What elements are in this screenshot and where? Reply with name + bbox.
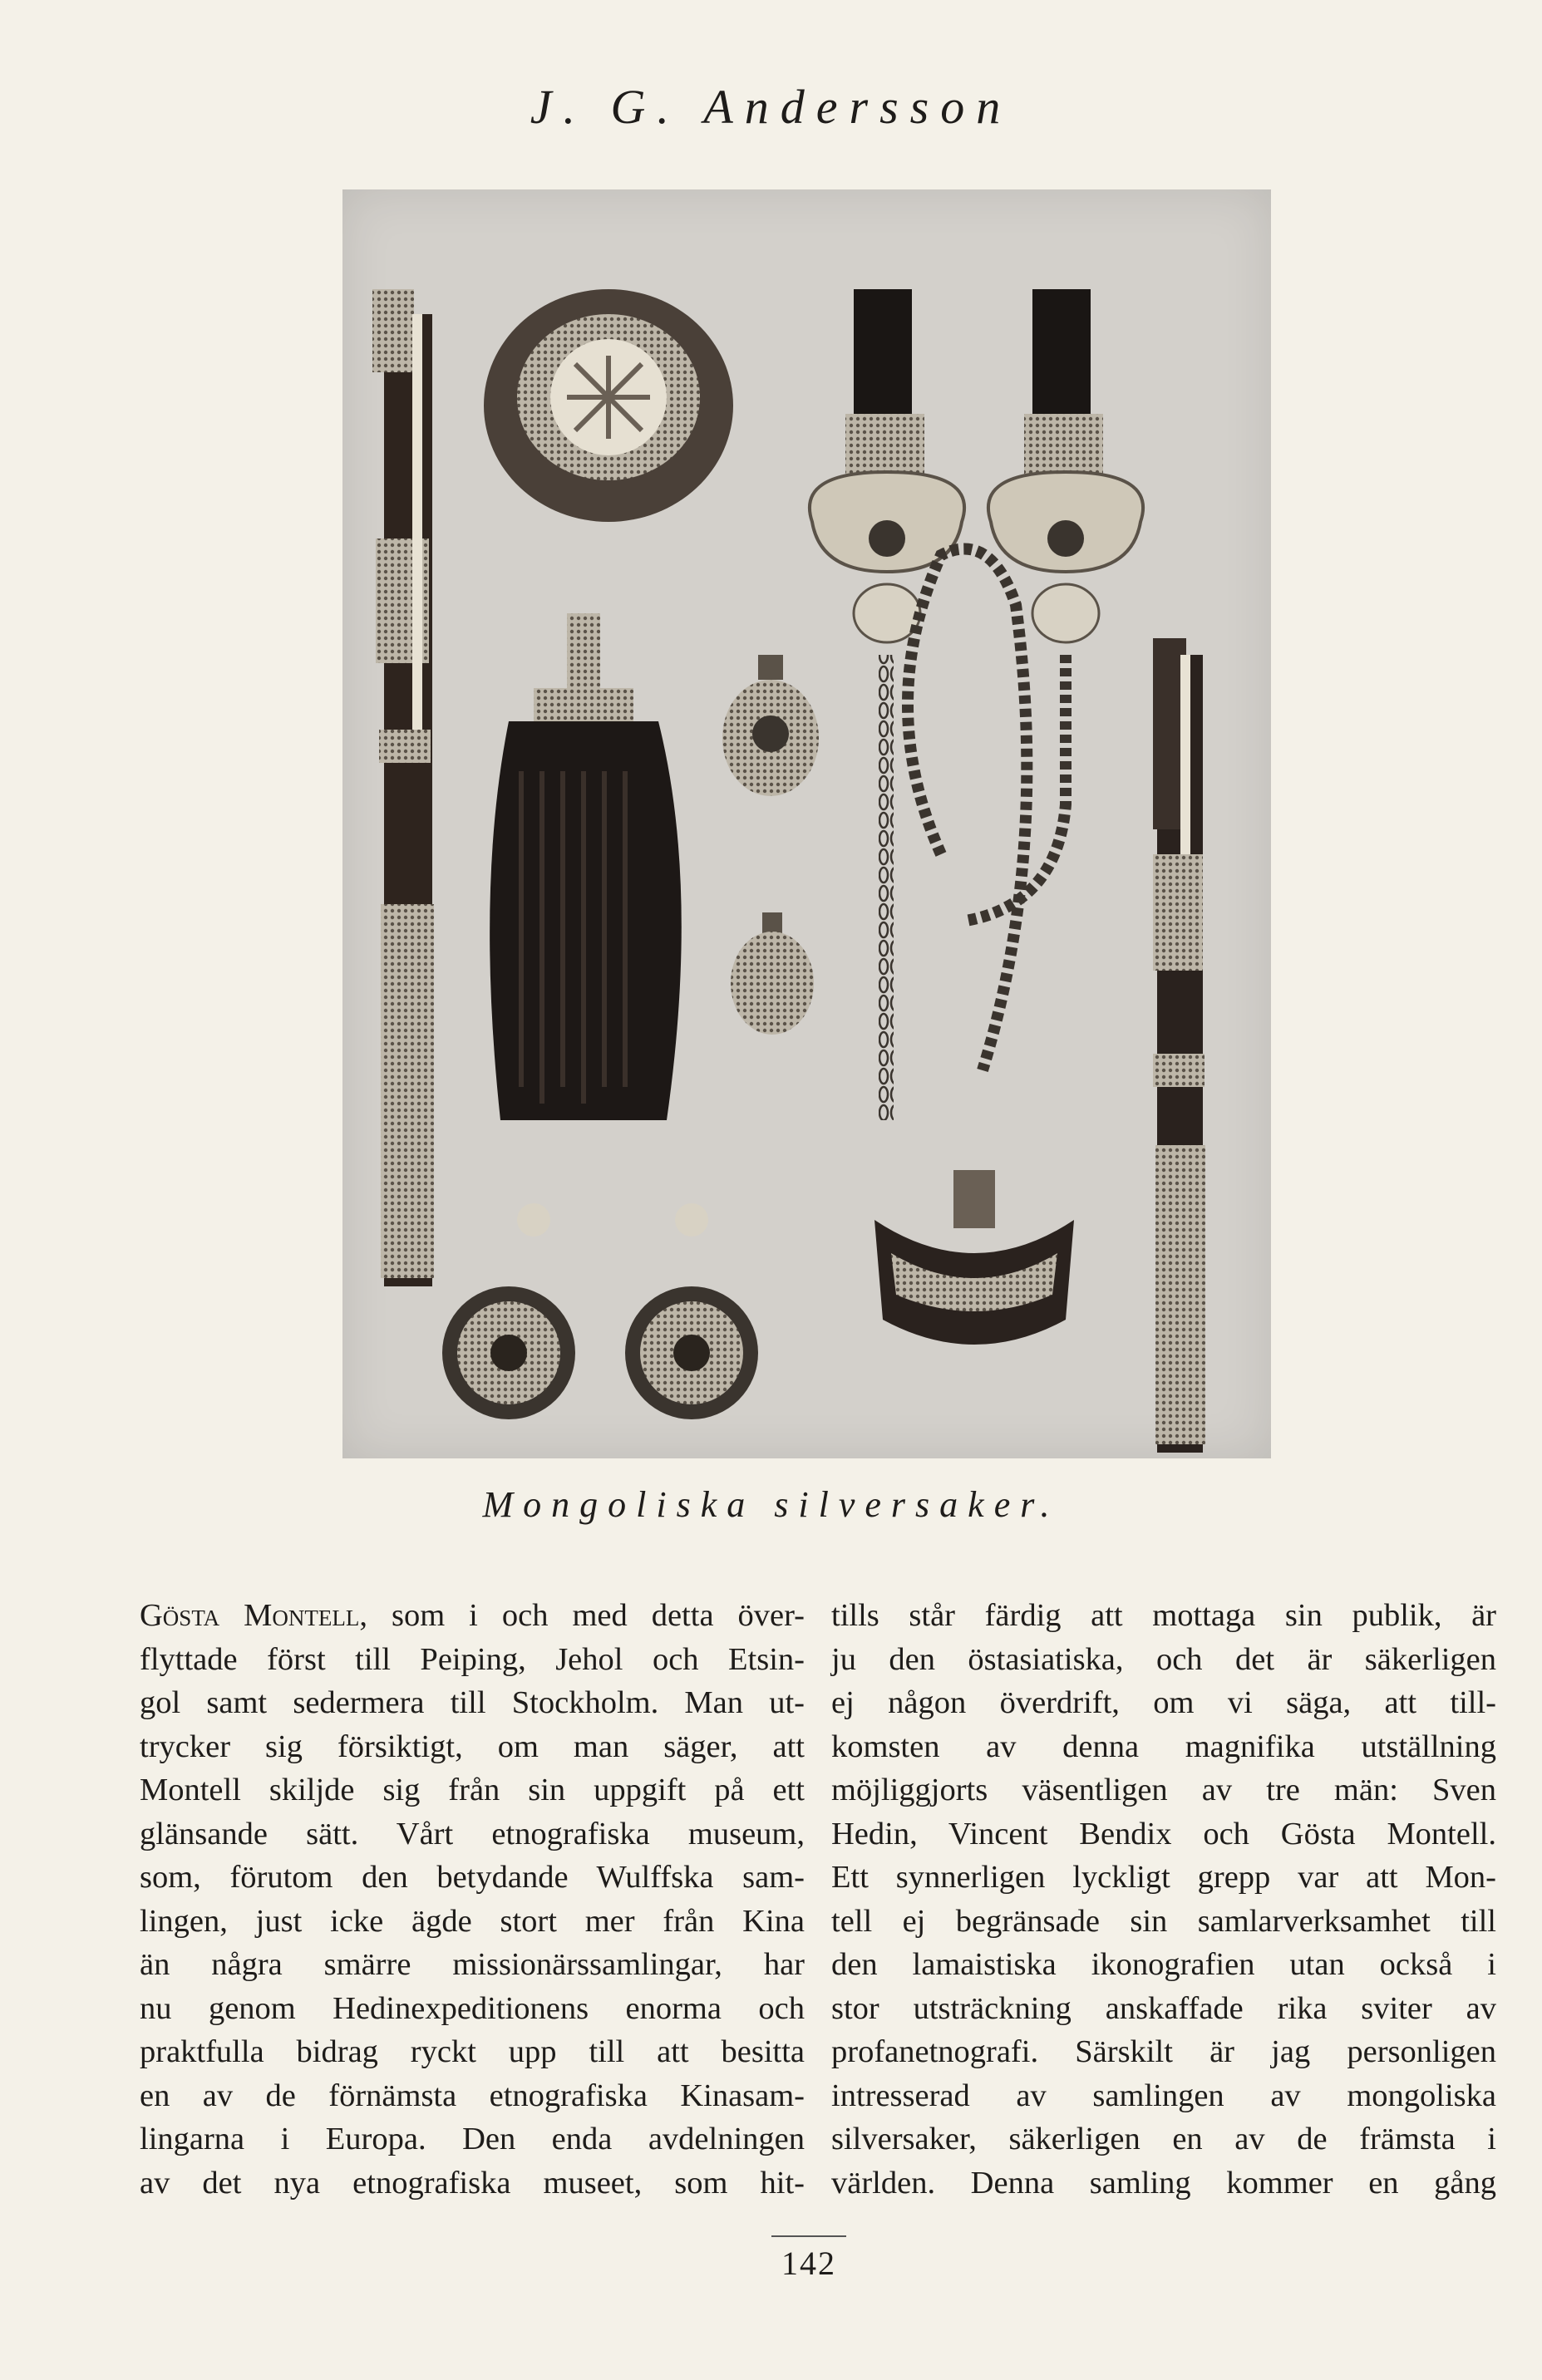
text-line: möjliggjorts väsentligen av tre män: Sven bbox=[831, 1773, 1496, 1807]
silver-objects-photo bbox=[342, 189, 1271, 1458]
folio-rule bbox=[771, 2235, 846, 2237]
belt-hanger-right bbox=[966, 289, 1143, 921]
text-line: världen. Denna samling kommer en gång bbox=[831, 2165, 1496, 2201]
text-line: lingarna i Europa. Den enda avdelningen bbox=[140, 2122, 805, 2156]
text-line: nu genom Hedinexpeditionens enorma och bbox=[140, 1990, 805, 2026]
text-line: flyttade först till Peiping, Jehol och Etsin- bbox=[140, 1641, 805, 1677]
page-number: 142 bbox=[781, 2245, 836, 2282]
text-line: ju den östasiatiska, och det är säkerligen bbox=[831, 1641, 1496, 1677]
text-line: Gösta Montell, som i och med detta över- bbox=[140, 1598, 805, 1633]
text-line: stor utsträckning anskaffade rika sviter av bbox=[831, 1990, 1496, 2026]
text-line: Montell skiljde sig från sin uppgift på ett bbox=[140, 1773, 805, 1807]
snuff-bottle-lower bbox=[731, 912, 814, 1035]
text-line: gol samt sedermera till Stockholm. Man ut- bbox=[140, 1685, 805, 1720]
loop-chain bbox=[908, 549, 1027, 1071]
belt-hanger-left bbox=[810, 289, 964, 1120]
text-line: Ett synnerligen lyckligt grepp var att Mon- bbox=[831, 1860, 1496, 1895]
text-line: trycker sig försiktigt, om man säger, att bbox=[140, 1728, 805, 1764]
pendant-with-tassels bbox=[490, 613, 682, 1120]
plate-caption: Mongoliska silversaker. bbox=[482, 1484, 1060, 1525]
text-line: komsten av denna magnifika utställning bbox=[831, 1728, 1496, 1764]
snuff-bottle-upper bbox=[722, 655, 819, 796]
text-line: ej någon överdrift, om vi säga, att till- bbox=[831, 1685, 1496, 1720]
text-line: som, förutom den betydande Wulffska sam- bbox=[140, 1860, 805, 1895]
text-line: profanetnografi. Särskilt är jag personligen bbox=[831, 2034, 1496, 2069]
text-line: den lamaistiska ikonografien utan också i bbox=[831, 1947, 1496, 1982]
text-line: glänsande sätt. Vårt etnografiska museum, bbox=[140, 1816, 805, 1851]
knife-sheath-right bbox=[1153, 638, 1205, 1453]
running-head: J. G. Andersson bbox=[530, 80, 1012, 134]
right-column bbox=[831, 1594, 1496, 2205]
text-line: en av de förnämsta etnografiska Kinasam- bbox=[140, 2078, 805, 2113]
tinder-pouch bbox=[874, 1170, 1074, 1345]
ornamental-bowl bbox=[484, 289, 733, 522]
author-name-smallcaps: Gösta Montell, bbox=[140, 1598, 367, 1633]
text-line: praktfulla bidrag ryckt upp till att besitta bbox=[140, 2034, 805, 2069]
left-column bbox=[140, 1594, 805, 2205]
round-ornament-left bbox=[442, 1203, 575, 1419]
text-line: silversaker, säkerligen en av de främsta i bbox=[831, 2122, 1496, 2156]
text-line: intresserad av samlingen av mongoliska bbox=[831, 2078, 1496, 2113]
knife-sheath-left bbox=[372, 289, 434, 1286]
photo-plate bbox=[342, 189, 1271, 1458]
text-line: än några smärre missionärssamlingar, har bbox=[140, 1947, 805, 1982]
round-ornament-right bbox=[625, 1203, 758, 1419]
text-line: lingen, just icke ägde stort mer från Kina bbox=[140, 1903, 805, 1939]
text-line: tell ej begränsade sin samlarverksamhet till bbox=[831, 1903, 1496, 1939]
text-line: Hedin, Vincent Bendix och Gösta Montell. bbox=[831, 1816, 1496, 1851]
text-line: av det nya etnografiska museet, som hit- bbox=[140, 2165, 805, 2201]
text-line: tills står färdig att mottaga sin publik, är bbox=[831, 1598, 1496, 1633]
